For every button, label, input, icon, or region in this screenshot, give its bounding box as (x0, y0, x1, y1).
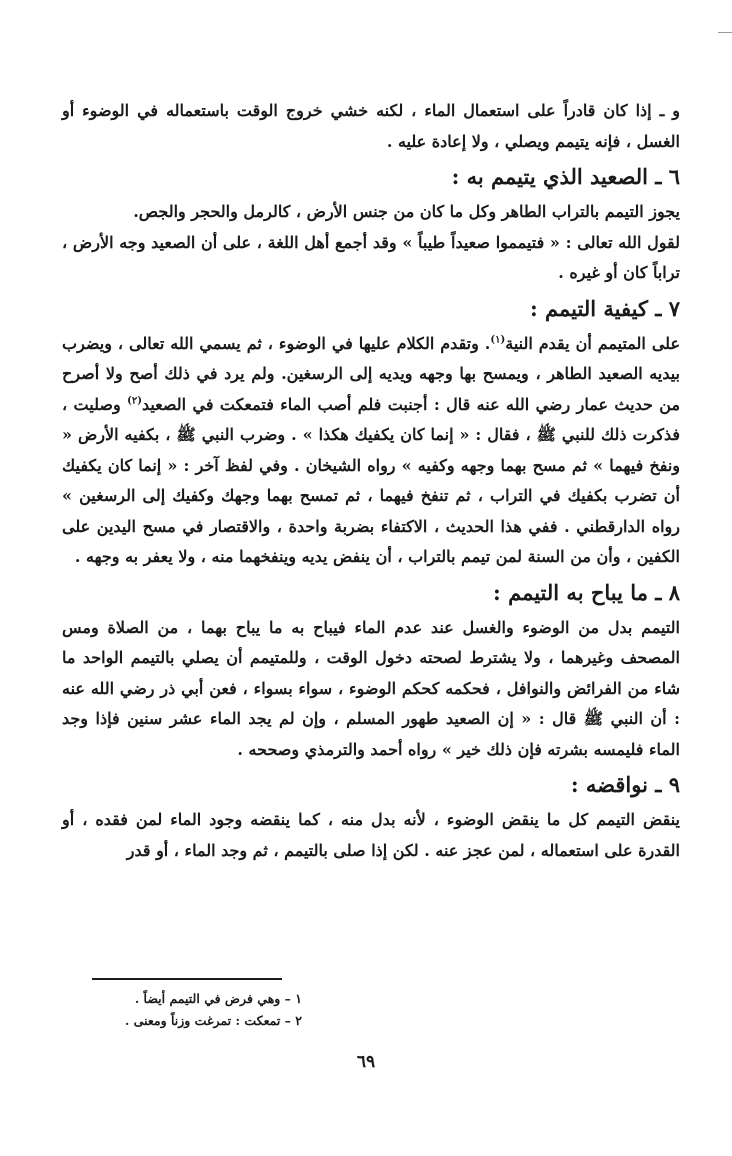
footnote-ref-2[interactable]: (٢) (127, 395, 142, 407)
footnote-2: ٢ – تمعكت : تمرغت وزناً ومعنى . (124, 1013, 302, 1028)
paragraph-8: التيمم بدل من الوضوء والغسل عند عدم الماء فيباح به ما يباح بهما ، من الصلاة ومس المصحف وغيرهما ، ولا يشترط لصحته دخول الوقت ، وللمتيمم أن يصلي بالتيمم الواحد ما شاء من الفرائض والنوافل ، فحكمه كحكم الوضوء ، سواء بسواء ، فعن أبي ذر رضي الله عنه : أن النبي ﷺ قال : « إن الصعيد طهور المسلم ، وإن لم يجد الماء عشر سنين فإذا وجد الماء فليمسه بشرته فإن ذلك خير » رواه أحمد والترمذي وصححه . (62, 617, 680, 759)
footnotes (92, 988, 302, 1032)
footnote-1: ١ – وهي فرض في التيمم أيضاً . (134, 991, 302, 1006)
scan-edge-mark (718, 32, 732, 33)
section-heading-6: ٦ ـ الصعيد الذي يتيمم به : (451, 164, 680, 189)
section-heading-8: ٨ ـ ما يباح به التيمم : (493, 579, 680, 605)
section-heading-9: ٩ ـ نواقضه : (570, 772, 680, 797)
paragraph-7-part-c: وصليت ، فذكرت ذلك للنبي ﷺ ، فقال : « إنما كان يكفيك هكذا » . وضرب النبي ﷺ ، بكفيه الأرض « ونفخ فيهما » ثم مسح بهما وجهه وكفيه » رواه الشيخان . وفي لفظ آخر : « إنما كان يكفيك أن تضرب بكفيك في التراب ، ثم تنفخ فيهما ، ثم تمسح بهما وجهك وكفيك إلى الرسغين » رواه الدارقطني . ففي هذا الحديث ، الاكتفاء بضربة واحدة ، والاقتصار في مسح اليدين على الكفين ، وأن من السنة لمن تيمم بالتراب ، أن ينفض يديه وينفخهما منه ، ولا يعفر به وجهه . (62, 394, 680, 566)
paragraph-6a: يجوز التيمم بالتراب الطاهر وكل ما كان من جنس الأرض ، كالرمل والحجر والجص. (133, 202, 680, 221)
paragraph-7 (62, 329, 680, 573)
footnote-separator (92, 978, 282, 980)
paragraph-6b: لقول الله تعالى : « فتيمموا صعيداً طيباً » وقد أجمع أهل اللغة ، على أن الصعيد وجه الأرض ، تراباً كان أو غيره . (62, 232, 680, 282)
paragraph-7-part-b: . وتقدم الكلام عليها في الوضوء ، ثم يسمي الله تعالى ، ويضرب بيديه الصعيد الطاهر ، ويمسح بها وجهه ويديه إلى الرسغين. ولم يرد في ذلك أصح ولا أصرح من حديث عمار رضي الله عنه قال : أجنبت فلم أصب الماء فتمعكت في الصعيد (62, 333, 681, 414)
main-text (62, 96, 680, 866)
section-heading-7: ٧ ـ كيفية التيمم : (529, 295, 680, 321)
footnote-ref-1[interactable]: (١) (490, 334, 506, 346)
paragraph-9: ينقض التيمم كل ما ينقض الوضوء ، لأنه بدل منه ، كما ينقضه وجود الماء لمن فقده ، أو القدرة على استعماله ، لمن عجز عنه . لكن إذا صلى بالتيمم ، ثم وجد الماء ، أو قدر (62, 810, 680, 860)
paragraph-7-part-a: على المتيمم أن يقدم النية (505, 333, 681, 353)
paragraph-intro: و ـ إذا كان قادراً على استعمال الماء ، لكنه خشي خروج الوقت باستعماله في الوضوء أو الغسل ، فإنه يتيمم ويصلي ، ولا إعادة عليه . (62, 101, 680, 151)
page-number: ٦٩ (356, 1052, 376, 1072)
